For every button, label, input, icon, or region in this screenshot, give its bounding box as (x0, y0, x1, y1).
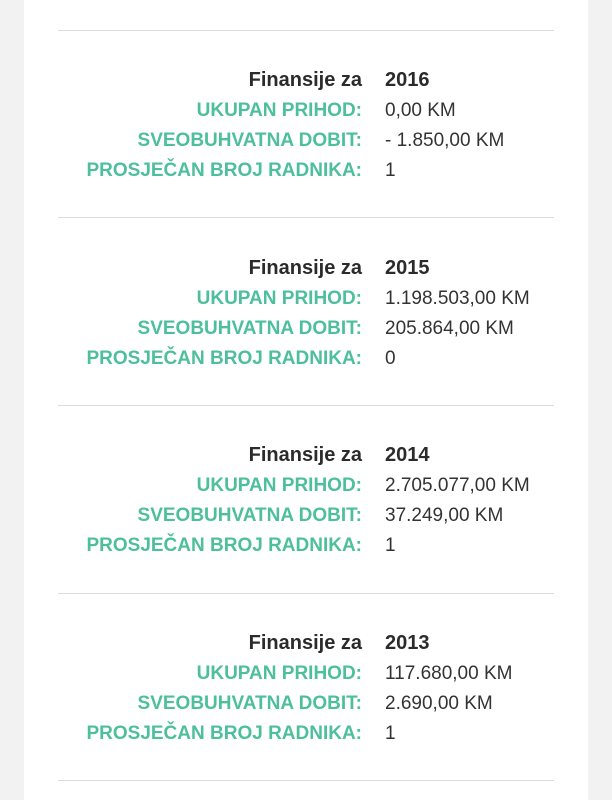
profit-row (24, 129, 588, 159)
divider (58, 217, 554, 218)
divider (58, 30, 554, 31)
profit-row (24, 692, 588, 722)
heading-label: Finansije za (248, 257, 362, 279)
divider (58, 593, 554, 594)
employees-label: PROSJEČAN BROJ RADNIKA: (86, 348, 362, 369)
profit-row (24, 504, 588, 534)
divider (58, 780, 554, 781)
heading-year: 2014 (385, 444, 430, 466)
profit-label: SVEOBUHVATNA DOBIT: (137, 130, 362, 151)
employees-value: 1 (385, 535, 396, 556)
section-heading (24, 443, 588, 473)
employees-label: PROSJEČAN BROJ RADNIKA: (86, 535, 362, 556)
section-heading (24, 68, 588, 98)
revenue-label: UKUPAN PRIHOD: (196, 475, 362, 496)
employees-value: 0 (385, 348, 396, 369)
employees-row (24, 159, 588, 189)
heading-year: 2016 (385, 69, 430, 91)
profit-label: SVEOBUHVATNA DOBIT: (137, 318, 362, 339)
profit-label: SVEOBUHVATNA DOBIT: (137, 693, 362, 714)
heading-year: 2013 (385, 632, 430, 654)
profit-label: SVEOBUHVATNA DOBIT: (137, 505, 362, 526)
revenue-row (24, 99, 588, 129)
employees-label: PROSJEČAN BROJ RADNIKA: (86, 160, 362, 181)
revenue-row (24, 662, 588, 692)
profit-value: 37.249,00 KM (385, 505, 504, 526)
revenue-row (24, 474, 588, 504)
heading-year: 2015 (385, 257, 430, 279)
divider (58, 405, 554, 406)
revenue-label: UKUPAN PRIHOD: (196, 663, 362, 684)
financials-card (24, 0, 588, 800)
employees-row (24, 534, 588, 564)
heading-label: Finansije za (248, 632, 362, 654)
revenue-label: UKUPAN PRIHOD: (196, 100, 362, 121)
employees-label: PROSJEČAN BROJ RADNIKA: (86, 723, 362, 744)
section-heading (24, 256, 588, 286)
employees-row (24, 347, 588, 377)
revenue-value: 1.198.503,00 KM (385, 288, 530, 309)
employees-row (24, 722, 588, 752)
heading-label: Finansije za (248, 69, 362, 91)
employees-value: 1 (385, 723, 396, 744)
profit-value: 2.690,00 KM (385, 693, 493, 714)
profit-row (24, 317, 588, 347)
profit-value: - 1.850,00 KM (385, 130, 505, 151)
employees-value: 1 (385, 160, 396, 181)
heading-label: Finansije za (248, 444, 362, 466)
revenue-label: UKUPAN PRIHOD: (196, 288, 362, 309)
revenue-value: 0,00 KM (385, 100, 456, 121)
section-heading (24, 631, 588, 661)
revenue-value: 2.705.077,00 KM (385, 475, 530, 496)
profit-value: 205.864,00 KM (385, 318, 514, 339)
revenue-row (24, 287, 588, 317)
revenue-value: 117.680,00 KM (385, 663, 513, 684)
